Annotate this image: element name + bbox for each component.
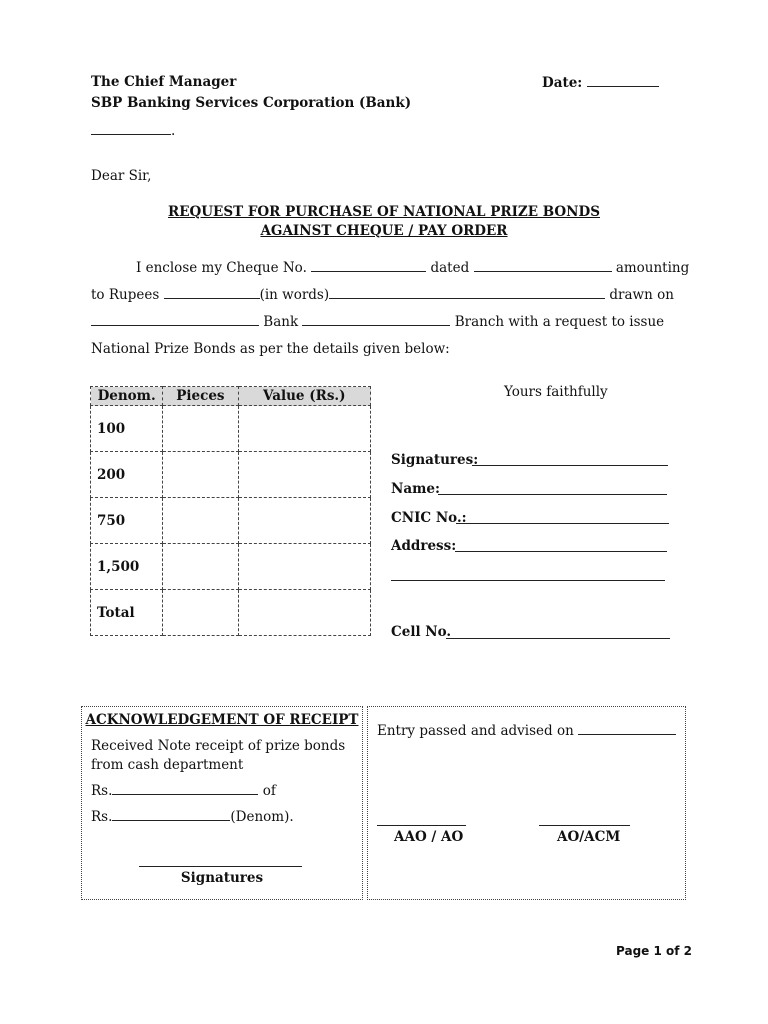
header-pieces: Pieces — [163, 387, 238, 406]
table-row — [91, 406, 371, 452]
ack-signature-line[interactable] — [139, 866, 302, 867]
table-row — [91, 544, 371, 590]
pieces-cell[interactable] — [163, 498, 238, 544]
pieces-cell[interactable] — [163, 406, 238, 452]
ack-text-line1: Received Note receipt of prize bonds — [91, 738, 346, 754]
dated-blank — [474, 259, 612, 272]
entry-label: Entry passed and advised on — [377, 723, 574, 739]
city-suffix: . — [171, 123, 176, 139]
body-line-4: National Prize Bonds as per the details given below: — [91, 341, 450, 357]
rupees-blank — [164, 286, 260, 299]
header-denom: Denom. — [91, 387, 163, 406]
cell-blank[interactable] — [446, 638, 670, 639]
aao-label: AAO / AO — [394, 829, 464, 845]
date-label: Date: — [542, 75, 583, 91]
name-blank[interactable] — [438, 494, 667, 495]
table-row — [91, 498, 371, 544]
entry-text — [377, 722, 676, 739]
denom-cell: 100 — [91, 406, 163, 452]
date-blank — [587, 74, 659, 87]
table-row-total — [91, 590, 371, 636]
addressee-organization: SBP Banking Services Corporation (Bank) — [91, 95, 412, 111]
denomination-table — [90, 386, 371, 636]
amounting-label: amounting — [615, 260, 690, 276]
value-cell[interactable] — [238, 406, 370, 452]
dated-label: dated — [430, 260, 470, 276]
table-row — [91, 452, 371, 498]
date-field — [542, 74, 659, 91]
total-label-cell: Total — [91, 590, 163, 636]
ack-rs-line1 — [91, 782, 276, 799]
name-label: Name: — [391, 481, 440, 497]
address-blank-1[interactable] — [455, 551, 667, 552]
body-line-3 — [91, 313, 664, 330]
rs1-blank — [112, 782, 258, 795]
address-blank-2[interactable] — [391, 580, 665, 581]
rs2-suffix: (Denom). — [230, 809, 294, 825]
entry-date-blank — [578, 722, 676, 735]
cheque-no-label: I enclose my Cheque No. — [136, 260, 307, 276]
aao-signature-line[interactable] — [377, 825, 466, 826]
drawn-on-label: drawn on — [609, 287, 674, 303]
branch-blank — [302, 313, 450, 326]
value-cell[interactable] — [238, 498, 370, 544]
bank-label: Bank — [263, 314, 299, 330]
value-cell[interactable] — [238, 544, 370, 590]
header-value: Value (Rs.) — [238, 387, 370, 406]
salutation: Dear Sir, — [91, 168, 152, 184]
ack-rs-line2 — [91, 808, 294, 825]
branch-label: Branch with a request to issue — [454, 314, 665, 330]
acm-signature-line[interactable] — [539, 825, 630, 826]
value-cell[interactable] — [238, 452, 370, 498]
pieces-cell[interactable] — [163, 452, 238, 498]
city-field — [91, 122, 175, 139]
ack-signatures-label: Signatures — [180, 870, 264, 886]
in-words-blank — [329, 286, 605, 299]
form-title-line2: AGAINST CHEQUE / PAY ORDER — [260, 223, 508, 239]
signatures-label: Signatures: — [391, 452, 479, 468]
addressee-title: The Chief Manager — [91, 74, 237, 90]
rupees-label: to Rupees — [91, 287, 160, 303]
pieces-cell[interactable] — [163, 544, 238, 590]
rs1-suffix: of — [262, 783, 276, 799]
denom-cell: 200 — [91, 452, 163, 498]
cnic-label: CNIC No.: — [391, 510, 467, 526]
bank-blank — [91, 313, 259, 326]
body-line-2 — [91, 286, 674, 303]
denom-cell: 750 — [91, 498, 163, 544]
cheque-no-blank — [311, 259, 426, 272]
cnic-blank[interactable] — [456, 523, 669, 524]
in-words-label: (in words) — [259, 287, 330, 303]
form-title-line1: REQUEST FOR PURCHASE OF NATIONAL PRIZE BONDS — [168, 204, 600, 220]
body-line-1 — [136, 259, 689, 276]
rs2-label: Rs. — [91, 809, 113, 825]
table-header-row — [91, 387, 371, 406]
rs1-label: Rs. — [91, 783, 113, 799]
pieces-total-cell[interactable] — [163, 590, 238, 636]
address-label: Address: — [391, 538, 457, 554]
closing-text: Yours faithfully — [504, 384, 608, 400]
rs2-blank — [112, 808, 230, 821]
page-number: Page 1 of 2 — [616, 944, 692, 958]
value-total-cell[interactable] — [238, 590, 370, 636]
denom-cell: 1,500 — [91, 544, 163, 590]
ack-text-line2: from cash department — [91, 757, 244, 773]
ack-title: ACKNOWLEDGEMENT OF RECEIPT — [85, 712, 359, 728]
signatures-blank[interactable] — [472, 465, 668, 466]
acm-label: AO/ACM — [557, 829, 621, 845]
cell-label: Cell No. — [391, 624, 452, 640]
city-blank — [91, 122, 171, 135]
